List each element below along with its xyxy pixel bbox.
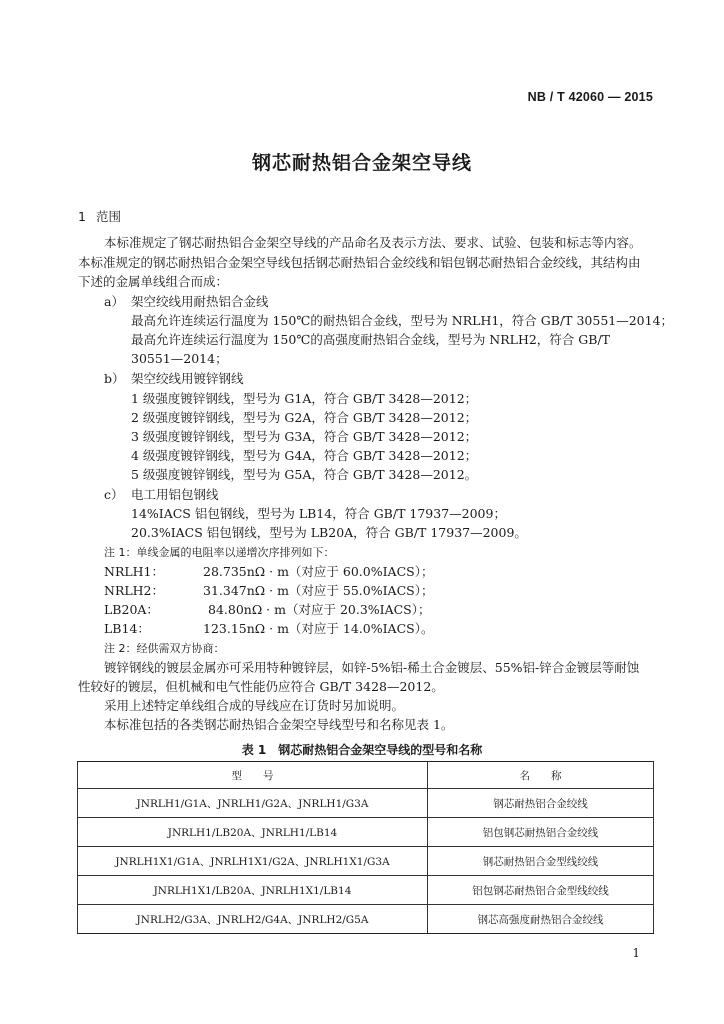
- paragraph-coating-2: 性较好的镀层，但机械和电气性能仍应符合 GB/T 3428—2012。: [78, 679, 444, 694]
- model-cell: JNRLH1X1/LB20A、JNRLH1X1/LB14: [78, 876, 428, 905]
- paragraph-intro-2: 本标准规定的钢芯耐热铝合金架空导线包括钢芯耐热铝合金绞线和铝包钢芯耐热铝合金绞线，其结构由: [78, 255, 641, 270]
- model-cell: JNRLH1X1/G1A、JNRLH1X1/G2A、JNRLH1X1/G3A: [78, 847, 428, 876]
- table-row: [78, 789, 654, 818]
- item-c-title: 电工用铝包钢线: [131, 487, 219, 502]
- note-1-title: 注 1：单线金属的电阻率以递增次序排列如下：: [104, 546, 335, 559]
- item-a-line-1: 最高允许连续运行温度为 150℃的耐热铝合金线，型号为 NRLH1，符合 GB/T 30551—2014；: [131, 313, 674, 328]
- item-b-title: 架空绞线用镀锌钢线: [131, 371, 244, 386]
- name-cell: 钢芯高强度耐热铝合金绞线: [428, 905, 654, 934]
- document-title: 钢芯耐热铝合金架空导线: [251, 152, 472, 174]
- resistivity-name: LB20A：: [104, 602, 159, 617]
- paragraph-intro-1: 本标准规定了钢芯耐热铝合金架空导线的产品命名及表示方法、要求、试验、包装和标志等内容。: [104, 235, 642, 250]
- resistivity-value: 31.347nΩ · m（对应于 55.0%IACS）；: [203, 583, 434, 598]
- item-b-line-1: 1 级强度镀锌钢线，型号为 G1A，符合 GB/T 3428—2012；: [131, 391, 478, 406]
- table-row: [78, 905, 654, 934]
- column-header-model: 型 号: [78, 762, 428, 789]
- item-b-line-2: 2 级强度镀锌钢线，型号为 G2A，符合 GB/T 3428—2012；: [131, 410, 478, 425]
- table-row: [78, 876, 654, 905]
- resistivity-name: NRLH2：: [104, 583, 165, 598]
- item-b-line-4: 4 级强度镀锌钢线，型号为 G4A，符合 GB/T 3428—2012；: [131, 448, 478, 463]
- table-caption: 表 1 钢芯耐热铝合金架空导线的型号和名称: [241, 743, 483, 757]
- standard-number: NB / T 42060 — 2015: [527, 90, 653, 104]
- item-c-line-2: 20.3%IACS 铝包钢线，型号为 LB20A，符合 GB/T 17937—2009。: [131, 525, 527, 540]
- item-a-line-2-cont: 30551—2014；: [131, 351, 228, 366]
- name-cell: 钢芯耐热铝合金型线绞线: [428, 847, 654, 876]
- section-title: 范围: [96, 209, 122, 224]
- model-cell: JNRLH1/LB20A、JNRLH1/LB14: [78, 818, 428, 847]
- resistivity-name: NRLH1：: [104, 564, 165, 579]
- paragraph-order-note: 采用上述特定单线组合成的导线应在订货时另加说明。: [104, 698, 405, 713]
- table-row: [78, 818, 654, 847]
- paragraph-coating-1: 镀锌钢线的镀层金属亦可采用特种镀锌层，如锌-5%铝-稀土合金镀层、55%铝-锌合金镀层等耐蚀: [104, 660, 640, 675]
- section-heading: [78, 207, 121, 225]
- item-a-label: a）: [104, 294, 124, 309]
- item-a-line-2: 最高允许连续运行温度为 150℃的高强度耐热铝合金线，型号为 NRLH2，符合 GB/T: [131, 332, 610, 347]
- item-b-label: b）: [104, 371, 125, 386]
- item-b-line-5: 5 级强度镀锌钢线，型号为 G5A，符合 GB/T 3428—2012。: [131, 467, 478, 482]
- note-2-title: 注 2：经供需双方协商：: [104, 642, 225, 655]
- name-cell: 铝包钢芯耐热铝合金型线绞线: [428, 876, 654, 905]
- table-header-row: [78, 762, 654, 789]
- item-a-title: 架空绞线用耐热铝合金线: [131, 294, 269, 309]
- name-cell: 钢芯耐热铝合金绞线: [428, 789, 654, 818]
- page-number: 1: [632, 946, 640, 960]
- paragraph-table-ref: 本标准包括的各类钢芯耐热铝合金架空导线型号和名称见表 1。: [104, 717, 454, 732]
- item-c-label: c）: [104, 487, 124, 502]
- paragraph-intro-3: 下述的金属单线组合而成：: [78, 274, 229, 289]
- model-cell: JNRLH1/G1A、JNRLH1/G2A、JNRLH1/G3A: [78, 789, 428, 818]
- resistivity-value: 28.735nΩ · m（对应于 60.0%IACS）；: [203, 564, 434, 579]
- name-cell: 铝包钢芯耐热铝合金绞线: [428, 818, 654, 847]
- resistivity-name: LB14：: [104, 621, 150, 636]
- column-header-name: 名 称: [428, 762, 654, 789]
- resistivity-value: 123.15nΩ · m（对应于 14.0%IACS）。: [203, 621, 434, 636]
- resistivity-value: 84.80nΩ · m（对应于 20.3%IACS）；: [208, 602, 431, 617]
- section-number: 1: [78, 209, 86, 224]
- item-c-line-1: 14%IACS 铝包钢线，型号为 LB14，符合 GB/T 17937—2009；: [131, 506, 506, 521]
- table-row: [78, 847, 654, 876]
- model-name-table: [77, 761, 654, 934]
- model-cell: JNRLH2/G3A、JNRLH2/G4A、JNRLH2/G5A: [78, 905, 428, 934]
- item-b-line-3: 3 级强度镀锌钢线，型号为 G3A，符合 GB/T 3428—2012；: [131, 429, 478, 444]
